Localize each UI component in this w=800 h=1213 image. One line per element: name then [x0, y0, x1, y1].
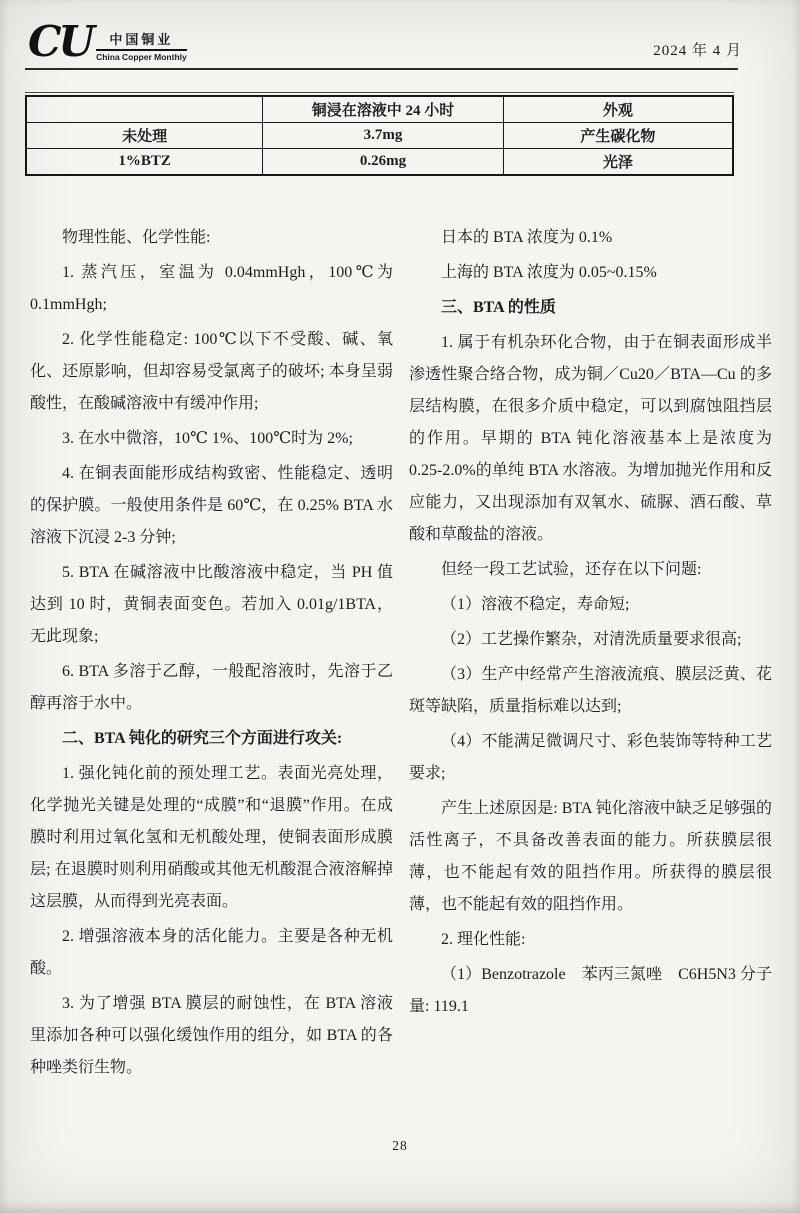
table-row [26, 149, 733, 176]
table-cell-sample: 未处理 [26, 123, 263, 149]
paragraph: 物理性能、化学性能: [62, 229, 211, 246]
paragraph: 日本的 BTA 浓度为 0.1% [441, 229, 613, 246]
paragraph: 1. 属于有机杂环化合物，由于在铜表面形成半渗透性聚合络合物，成为铜／Cu20／BTA—Cu 的多层结构膜，在很多介质中稳定，可以到腐蚀阻挡层的作用。早期的 BTA 钝化溶液基本上是浓度为 0.25-2.0%的单纯 BTA 水溶液。为增加抛光作用和反应能力，又出现添加有双氧水、硫脲、酒石酸、草酸和草酸盐的溶液。 [409, 334, 772, 543]
header-rule [25, 68, 738, 70]
right-column [409, 222, 772, 1087]
paragraph: （3）生产中经常产生溶液流痕、膜层泛黄、花斑等缺陷，质量指标难以达到; [409, 666, 772, 715]
table-row [26, 123, 733, 149]
china-copper-monthly-logo [28, 17, 187, 66]
table-cell-weight: 3.7mg [263, 123, 503, 149]
paragraph: 3. 为了增强 BTA 膜层的耐蚀性，在 BTA 溶液里添加各种可以强化缓蚀作用的组分，如 BTA 的各种唑类衍生物。 [30, 995, 393, 1076]
table-cell-appearance: 产生碳化物 [503, 123, 733, 149]
table-header-cell: 外观 [503, 96, 733, 123]
cu-monogram: CU [28, 17, 93, 66]
paragraph: 3. 在水中微溶，10℃ 1%、100℃时为 2%; [62, 430, 353, 447]
paragraph: 上海的 BTA 浓度为 0.05~0.15% [441, 264, 657, 281]
table-cell-weight: 0.26mg [263, 149, 503, 176]
paragraph: 但经一段工艺试验，还存在以下问题: [441, 561, 702, 578]
table-header-row [26, 96, 733, 123]
page-footer [0, 1138, 800, 1154]
paragraph: 5. BTA 在碱溶液中比酸溶液中稳定，当 PH 值达到 10 时，黄铜表面变色。若加入 0.01g/1BTA，无此现象; [30, 564, 393, 645]
bta-results-table [25, 95, 734, 176]
paragraph: （1）Benzotrazole 苯丙三氮唑 C6H5N3 分子量: 119.1 [409, 966, 772, 1015]
two-column-body [30, 222, 772, 1087]
page-header [0, 0, 800, 66]
paragraph: 4. 在铜表面能形成结构致密、性能稳定、透明的保护膜。一般使用条件是 60℃，在 0.25% BTA 水溶液下沉浸 2-3 分钟; [30, 465, 393, 546]
paragraph: 2. 化学性能稳定: 100℃以下不受酸、碱、氧化、还原影响，但却容易受氯离子的破坏; 本身呈弱酸性，在酸碱溶液中有缓冲作用; [30, 331, 393, 412]
paragraph: 二、BTA 钝化的研究三个方面进行攻关: [62, 730, 343, 747]
issue-date: 2024 年 4 月 [653, 43, 742, 59]
paragraph: 2. 增强溶液本身的活化能力。主要是各种无机酸。 [30, 928, 393, 977]
page-number: 28 [392, 1138, 408, 1153]
logo-name-en: China Copper Monthly [96, 52, 187, 62]
paragraph: 产生上述原因是: BTA 钝化溶液中缺乏足够强的活性离子，不具备改善表面的能力。所获膜层很薄，也不能起有效的阻挡作用。所获得的膜层很薄，也不能起有效的阻挡作用。 [409, 800, 772, 913]
table-cell-sample: 1%BTZ [26, 149, 263, 176]
paragraph: （2）工艺操作繁杂，对清洗质量要求很高; [441, 631, 742, 648]
paragraph: （4）不能满足微调尺寸、彩色装饰等特种工艺要求; [409, 733, 772, 782]
table-header-cell: 铜浸在溶液中 24 小时 [263, 96, 503, 123]
results-table-wrap [25, 92, 734, 176]
paragraph: 6. BTA 多溶于乙醇，一般配溶液时，先溶于乙醇再溶于水中。 [30, 663, 393, 712]
table-cell-appearance: 光泽 [503, 149, 733, 176]
table-header [26, 96, 733, 123]
left-column [30, 222, 393, 1087]
paragraph: 1. 强化钝化前的预处理工艺。表面光亮处理，化学抛光关键是处理的“成膜”和“退膜”作用。在成膜时利用过氧化氢和无机酸处理，使铜表面形成膜层; 在退膜时则利用硝酸或其他无机酸混合液溶解掉这层膜，从而得到光亮表面。 [30, 765, 393, 910]
logo-text-block [96, 29, 187, 62]
paragraph: 三、BTA 的性质 [441, 299, 556, 316]
paragraph: 1. 蒸汽压，室温为 0.04mmHgh，100℃为 0.1mmHgh; [30, 264, 393, 313]
table-header-cell [26, 96, 263, 123]
logo-name-cn: 中国铜业 [96, 29, 187, 51]
paragraph: 2. 理化性能: [441, 931, 526, 948]
table-body [26, 123, 733, 176]
paragraph: （1）溶液不稳定，寿命短; [441, 596, 630, 613]
